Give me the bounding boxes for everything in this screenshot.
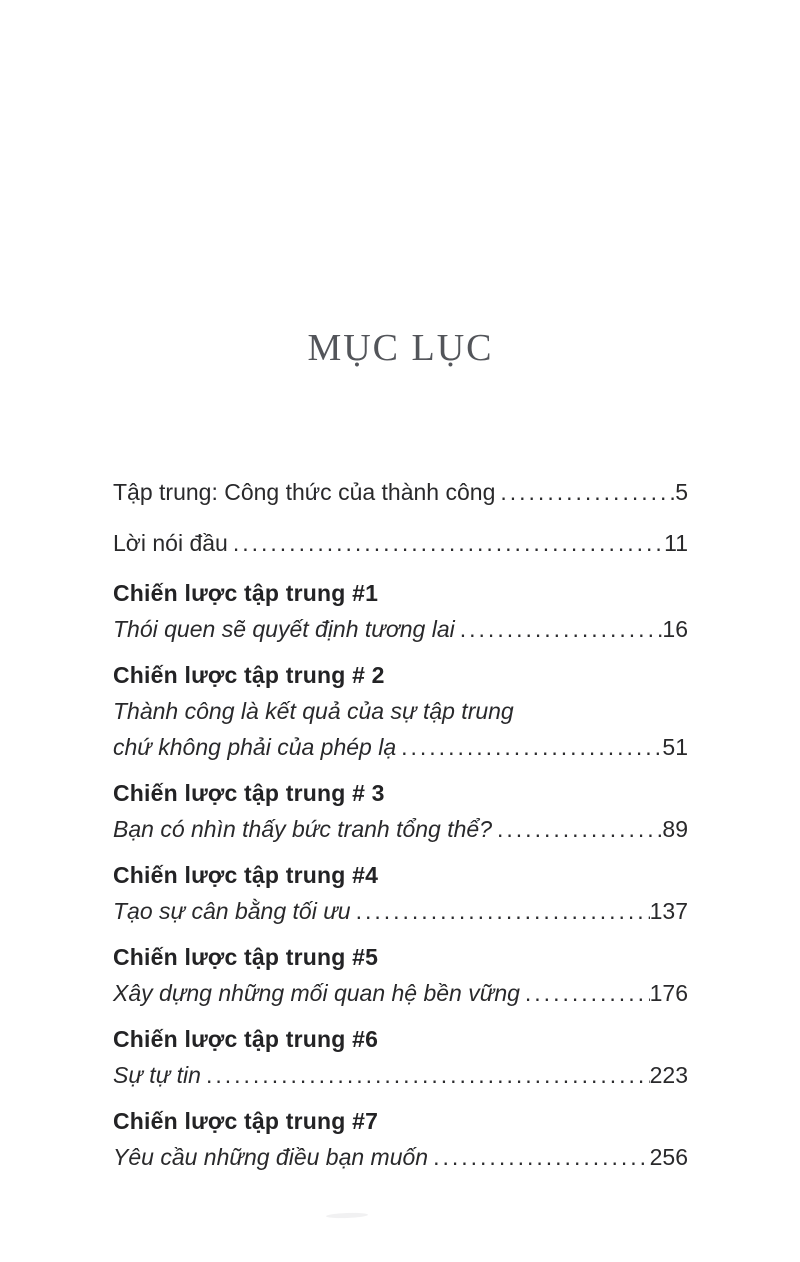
toc-entry-page: 256 [649,1144,688,1170]
dot-leader [525,975,650,1011]
toc-entry-page: 89 [662,816,688,842]
toc-chapter-subtitle: Xây dựng những mối quan hệ bền vững [113,980,520,1006]
toc-entry-page: 51 [662,734,688,760]
toc-chapter-subtitle: Yêu cầu những điều bạn muốn [113,1144,429,1170]
dot-leader [206,1057,650,1093]
toc-chapter-subtitle-row [113,729,688,765]
toc-chapter-subtitle: Bạn có nhìn thấy bức tranh tổng thể? [113,816,493,842]
toc-chapter-subtitle-line1: Thành công là kết quả của sự tập trung [113,698,514,724]
toc-chapter-heading: Chiến lược tập trung #1 [113,580,379,606]
scan-smudge [326,1212,368,1218]
toc-chapter-heading: Chiến lược tập trung #7 [113,1108,379,1134]
toc-chapter-subtitle-row [113,811,688,847]
toc-entry-title: Tập trung: Công thức của thành công [113,479,496,505]
toc-chapter-subtitle-row [113,1057,688,1093]
toc-chapter-subtitle: Sự tự tin [113,1062,201,1088]
toc-entry [113,526,688,560]
toc-chapter-subtitle-row [113,893,688,929]
toc-entry-page: 223 [649,1062,688,1088]
dot-leader [233,526,664,560]
dot-leader [500,475,675,509]
dot-leader [401,729,662,765]
dot-leader [497,811,662,847]
dot-leader [433,1139,650,1175]
toc-chapter [113,775,688,847]
toc-entry-page: 137 [649,898,688,924]
toc-entry-page: 16 [662,616,688,642]
toc-chapter [113,939,688,1011]
toc-chapter [113,575,688,647]
toc-chapter-subtitle-row [113,975,688,1011]
toc-chapter-heading: Chiến lược tập trung # 3 [113,780,385,806]
toc-entry-page: 176 [649,980,688,1006]
toc-chapter-subtitle-row [113,1139,688,1175]
dot-leader [356,893,650,929]
toc-entry [113,475,688,509]
toc-entry-page: 5 [675,479,688,505]
toc-entry-title: Lời nói đầu [113,530,228,556]
toc-chapter [113,1103,688,1175]
toc-chapter-heading: Chiến lược tập trung #6 [113,1026,379,1052]
toc-chapter-heading: Chiến lược tập trung # 2 [113,662,385,688]
table-of-contents [113,475,688,1175]
toc-chapter-subtitle-row [113,611,688,647]
toc-chapter [113,1021,688,1093]
toc-chapter [113,657,688,765]
toc-chapter-subtitle: Thói quen sẽ quyết định tương lai [113,616,455,642]
toc-chapter [113,857,688,929]
toc-chapter-heading: Chiến lược tập trung #4 [113,862,379,888]
toc-entry-page: 11 [664,530,688,556]
toc-chapter-subtitle: Tạo sự cân bằng tối ưu [113,898,351,924]
toc-chapter-heading: Chiến lược tập trung #5 [113,944,379,970]
dot-leader [460,611,663,647]
toc-chapter-subtitle: chứ không phải của phép lạ [113,734,397,760]
page-title: MỤC LỤC [307,327,494,369]
